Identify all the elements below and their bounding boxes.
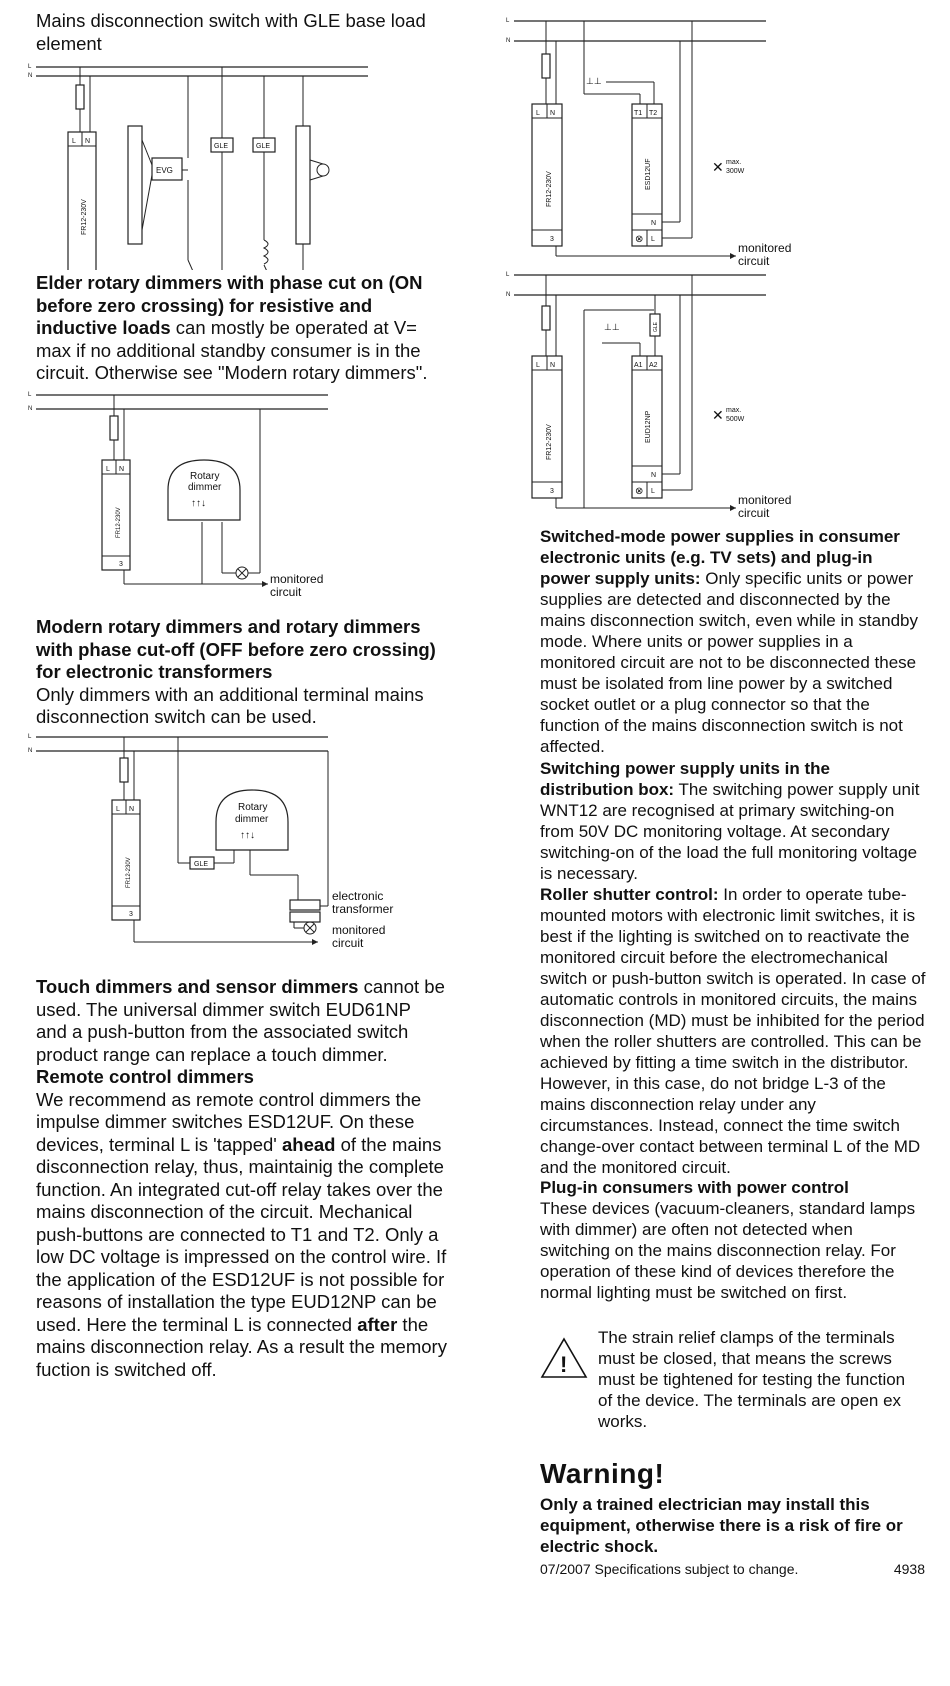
svg-text:⊗: ⊗ [635,234,644,245]
svg-text:3: 3 [129,911,133,918]
svg-text:circuit: circuit [738,254,770,267]
svg-text:Rotary: Rotary [190,471,220,482]
svg-text:N: N [651,220,657,227]
svg-text:L: L [506,18,510,24]
svg-text:T2: T2 [649,110,658,117]
svg-text:GLE: GLE [653,321,659,332]
svg-text:A2: A2 [649,362,658,369]
svg-text:T1: T1 [634,110,643,117]
svg-text:N: N [506,292,511,298]
d1-L-label: L [28,64,32,70]
svg-text:ESD12UF: ESD12UF [645,158,652,190]
paragraph-plug-in-consumers: Plug-in consumers with power control These devices (vacuum-cleaners, standard lamps with dimmer) are often not detected when switching on the mains disconnection relay. For operation of these kind of devices therefore the normal lighting must be switched on first. [540,1178,916,1302]
svg-text:300W: 300W [726,168,745,175]
starter-icon [317,164,329,176]
svg-text:max.: max. [726,407,742,414]
svg-text:L: L [28,734,32,740]
footer-page-number: 4938 [893,1561,925,1577]
svg-text:!: ! [560,1352,568,1377]
paragraph-switched-mode-power: Switched-mode power supplies in consumer electronic units (e.g. TV sets) and plug-in power supply units: Only specific units or power supplies are detected and disconnected by the mains disconnection switch, even while in standby mode. Where units or power supplies in a monitored circuit are not to be disconnected these must be isolated from line power by a switched socket outlet or a plug connector so that the function of the mains disconnection switch is not affected. [540,527,918,756]
paragraph-elder-rotary-dimmers: Elder rotary dimmers with phase cut on (ON before zero crossing) for resistive and inductive loads can mostly be operated at V= max if no additional standby consumer is in the circuit. Otherwise see "Modern rotary dimmers". [36,272,428,383]
svg-text:L: L [116,806,120,813]
svg-text:⊗: ⊗ [635,486,644,497]
paragraph-switching-power-supply: Switching power supply units in the distribution box: The switching power supply unit WNT12 are recognised at primary switching-on from 50V DC monitoring voltage. At secondary switching-on of the load the full monitoring voltage is necessary. [540,759,920,883]
diagram-elder-rotary-dimmer [28,388,358,608]
fuse-icon [542,54,550,78]
svg-text:monitored: monitored [738,241,792,255]
svg-text:FR12-230V: FR12-230V [116,507,122,538]
svg-text:dimmer: dimmer [235,814,269,825]
svg-text:EUD12NP: EUD12NP [645,410,652,443]
warning-triangle-icon [540,1336,590,1380]
fuse-icon [110,416,118,440]
svg-text:monitored: monitored [738,493,792,507]
d1-device-label: FR12-230V [81,199,88,235]
fuse-icon [120,758,128,782]
warning-title: Warning! [540,1458,665,1489]
svg-text:GLE: GLE [214,143,229,150]
svg-text:L: L [651,488,655,495]
lamp-tube-icon [128,126,142,244]
svg-text:500W: 500W [726,416,745,423]
svg-text:L: L [536,362,540,369]
svg-text:FR12-230V: FR12-230V [126,857,132,888]
svg-text:N: N [28,406,33,412]
diagram-esd12uf [506,12,866,267]
push-button-icon: ⊥⊥ [586,76,602,86]
svg-text:Rotary: Rotary [238,802,268,813]
svg-text:GLE: GLE [194,861,209,868]
svg-text:GLE: GLE [256,143,271,150]
svg-text:L: L [28,392,32,398]
diagram-eud12np [506,268,866,518]
svg-text:N: N [129,806,135,813]
svg-text:N: N [85,138,91,145]
svg-text:dimmer: dimmer [188,482,222,493]
paragraph-modern-rotary-dimmers: Modern rotary dimmers and rotary dimmers with phase cut-off (OFF before zero crossing) for electronic transformers Only dimmers with an additional terminal mains disconnection switch can be used. [36,616,436,727]
diagram-gle-base-load [28,60,388,270]
svg-text:FR12-230V: FR12-230V [546,171,553,207]
svg-text:FR12-230V: FR12-230V [546,424,553,460]
svg-text:L: L [536,110,540,117]
svg-text:3: 3 [119,561,123,568]
push-button-icon: ⊥⊥ [604,322,620,332]
svg-text:N: N [550,362,556,369]
svg-text:N: N [506,38,511,44]
heading-gle-base-load: Mains disconnection switch with GLE base load element [36,10,426,54]
svg-text:N: N [28,748,33,754]
svg-text:max.: max. [726,159,742,166]
electronic-transformer-icon [290,900,320,910]
paragraph-touch-dimmers: Touch dimmers and sensor dimmers cannot be used. The universal dimmer switch EUD61NP and a push-button from the associated switch product range can replace a touch dimmer. [36,976,445,1065]
svg-text:monitored: monitored [270,572,324,586]
ballast-coil-icon [264,240,268,264]
svg-text:A1: A1 [634,362,643,369]
svg-text:↑↑↓: ↑↑↓ [191,498,206,509]
svg-text:N: N [119,466,125,473]
d1-N-label: N [28,73,33,79]
load-lamp-icon: ✕ [712,407,724,423]
caution-text: The strain relief clamps of the terminals must be closed, that means the screws must be tightened for testing the function of the device. The terminals are open ex works. [598,1328,906,1431]
svg-text:3: 3 [550,236,554,243]
svg-text:circuit: circuit [738,506,770,518]
lamp-tube-icon-2 [296,126,310,244]
paragraph-remote-control-dimmers: Remote control dimmers We recommend as remote control dimmers the impulse dimmer switches ESD12UF. On these devices, terminal L is 'tapped' ahead of the mains disconnection relay, thus, maintainig the complete function. An integrated cut-off relay takes over the mains disconnection of the circuit. Mechanical push-buttons are connected to T1 and T2. Only a low DC voltage is impressed on the control wire. If the application of the ESD12UF is not possible for reasons of installation the type EUD12NP can be used. Here the terminal L is connected after the mains disconnection relay. As a result the memory fuction is switched off. [36,1066,447,1380]
warning-body: Only a trained electrician may install this equipment, otherwise there is a risk of fire or electric shock. [540,1495,903,1556]
footer [540,1561,925,1577]
fuse-icon [542,306,550,330]
footer-date: 07/2007 Specifications subject to change. [540,1561,799,1577]
svg-text:L: L [106,466,110,473]
svg-text:electronic: electronic [332,889,384,903]
load-lamp-icon: ✕ [712,159,724,175]
svg-text:circuit: circuit [270,585,302,599]
diagram-modern-rotary-dimmer [28,730,408,958]
svg-text:3: 3 [550,488,554,495]
paragraph-roller-shutter: Roller shutter control: In order to operate tube-mounted motors with electronic limit switches, it is best if the lighting is switched on to reactivate the monitored circuit before the electromechanical switch or push-button switch is operated. In case of automatic controls in monitored circuits, the mains disconnection (MD) must be inhibited for the period when the roller shutters are controlled. This can be achieved by fitting a time switch in the distributor. However, in this case, do not bridge L-3 of the mains disconnection relay under any circumstances. Instead, connect the time switch change-over contact between terminal L of the MD and the monitored circuit. [540,885,926,1177]
fuse-icon [76,85,84,109]
svg-text:EVG: EVG [156,166,173,175]
svg-text:N: N [651,472,657,479]
svg-text:N: N [550,110,556,117]
svg-text:circuit: circuit [332,936,364,950]
svg-text:↑↑↓: ↑↑↓ [240,830,255,841]
svg-text:L: L [72,138,76,145]
svg-text:transformer: transformer [332,902,394,916]
svg-text:L: L [651,236,655,243]
svg-text:L: L [506,272,510,278]
svg-text:monitored: monitored [332,923,386,937]
